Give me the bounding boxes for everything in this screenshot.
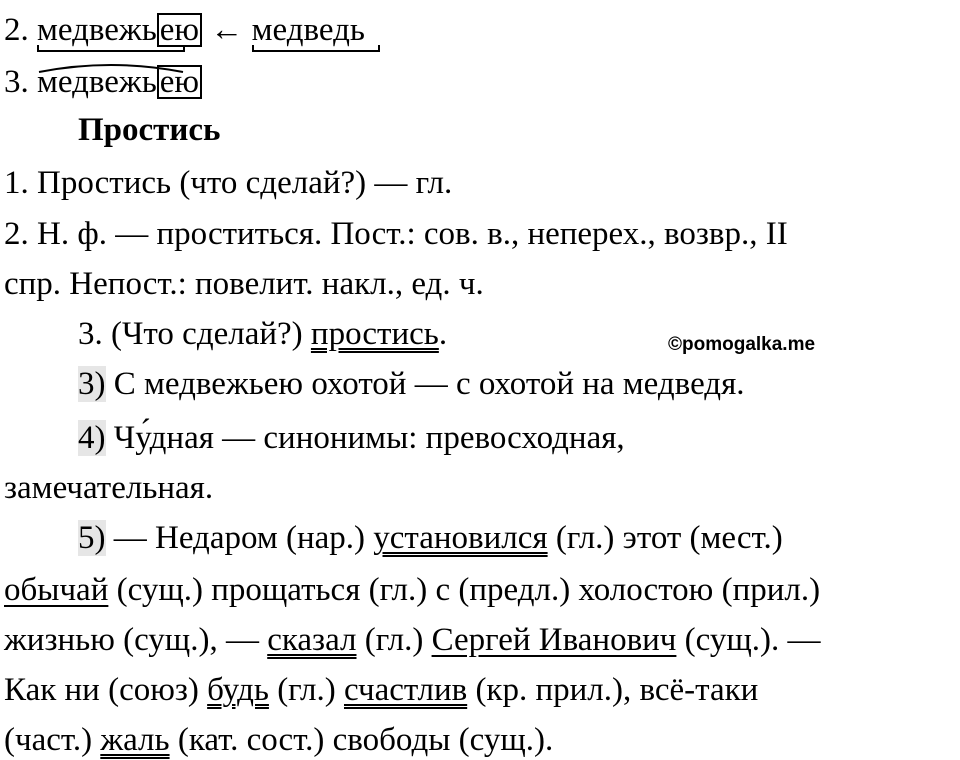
predicate-word: сказал [267,622,357,658]
predicate-word: будь [207,672,269,708]
section-heading: Простись [78,112,221,148]
analysis-line-3: спр. Непост.: повелит. накл., ед. ч. [4,266,484,302]
text-fragment: (кат. сост.) свободы (сущ.). [169,722,554,758]
text-fragment: 3. (Что сделай?) [78,316,311,352]
arrow-icon: ← [210,12,244,48]
predicate-word: счастлив [344,672,468,708]
text-fragment: жизнью (сущ.), — [4,622,268,658]
text-fragment: — Недаром (нар.) [105,520,374,556]
text-fragment: (гл.) [356,622,432,658]
text-fragment: (сущ.). — [676,622,821,658]
predicate-word: установился [373,520,548,556]
text-fragment: . [438,316,448,352]
subject-word: Сергей Иванович [431,622,677,658]
text-fragment: (сущ.) прощаться (гл.) с (предл.) холостою (прил.) [108,572,821,608]
task-5-line-4 [4,670,758,710]
task-number: 4) [78,420,106,456]
morpheme-line-3 [4,62,202,102]
predicate-word: жаль [100,722,170,758]
word-stem-arc [37,62,157,102]
text-fragment: (гл.) [268,672,344,708]
task-4 [78,418,625,458]
subject-word: обычай [4,572,109,608]
ending-box: ею [157,65,202,99]
word-stem: медвежь [37,64,157,100]
analysis-line-4 [78,314,447,354]
predicate-word: простись [310,316,439,352]
task-number: 5) [78,520,106,556]
task-5-line-2 [4,570,820,610]
task-3 [78,364,745,404]
text-fragment: Как ни (союз) [4,672,208,708]
ending-box: ею [157,13,202,47]
analysis-line-2: 2. Н. ф. — проститься. Пост.: сов. в., неперех., возвр., II [4,216,788,252]
watermark: ©pomogalka.me [668,334,816,355]
task-number: 3) [78,366,106,402]
analysis-line-1: 1. Простись (что сделай?) — гл. [4,165,453,201]
task-text: Чу́дная — синонимы: превосходная, [105,420,625,456]
text-fragment: (гл.) этот (мест.) [547,520,783,556]
task-5-line-3 [4,620,821,660]
task-5-line-1 [78,518,783,558]
word-stem: медвежь [37,12,157,48]
text-fragment: (кр. прил.), всё-таки [467,672,759,708]
item-number: 3. [4,64,29,100]
word-stem-root [37,10,157,50]
text-fragment: (част.) [4,722,101,758]
item-number: 2. [4,12,29,48]
task-4-continued: замечательная. [4,470,214,506]
task-5-line-5 [4,720,553,760]
root-word [252,10,365,50]
root-word-text: медведь [251,12,365,48]
task-text: С медвежьею охотой — с охотой на медведя. [105,366,745,402]
morpheme-line-2 [4,10,365,50]
